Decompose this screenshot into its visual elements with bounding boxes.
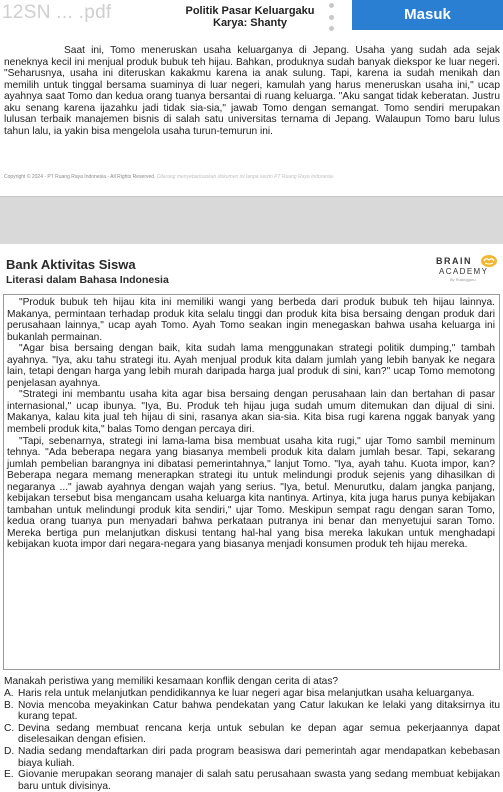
option-text: Devina sedang membuat rencana kerja untuk sebulan ke depan agar semua pekerjaannya dapat diselesaikan dengan efisien. bbox=[18, 722, 500, 746]
option-text: Haris rela untuk melanjutkan pendidikannya ke luar negeri agar bisa melanjutkan usaha keluarganya. bbox=[18, 688, 475, 699]
top-bar bbox=[0, 0, 503, 36]
story-text bbox=[7, 297, 495, 551]
option-letter: C. bbox=[4, 722, 15, 734]
document-title-line1: Politik Pasar Keluargaku bbox=[185, 5, 315, 17]
page-separator bbox=[0, 196, 503, 244]
option-letter: A. bbox=[4, 688, 14, 699]
option-text: Nadia sedang mendaftarkan diri pada program beasiswa dari pemerintah agar mendapatkan kebebasan biaya kuliah. bbox=[18, 745, 500, 769]
option-text: Giovanie merupakan seorang manajer di salah satu perusahaan swasta yang sedang membuat kebijakan baru untuk divisinya. bbox=[18, 769, 500, 792]
option-letter: D. bbox=[4, 745, 15, 757]
copyright-note: Dilarang menyebarluaskan dokumen ini tanpa seizin PT Ruang Raya Indonesia. bbox=[156, 174, 335, 180]
answer-option-a[interactable] bbox=[4, 688, 500, 700]
logo-brain-text: BRAIN bbox=[436, 256, 472, 266]
page1-paragraph bbox=[4, 45, 500, 137]
more-options-icon[interactable] bbox=[327, 3, 335, 31]
brain-academy-logo bbox=[436, 256, 500, 286]
question-text: Manakah peristiwa yang memiliki kesamaan konflik dengan cerita di atas? bbox=[4, 676, 339, 687]
logo-academy-text: ACADEMY bbox=[439, 267, 489, 276]
file-name: 12SN ... .pdf bbox=[2, 2, 112, 23]
answer-options bbox=[4, 688, 500, 792]
brain-icon bbox=[480, 254, 498, 268]
option-letter: B. bbox=[4, 699, 14, 711]
copyright-text: Copyright © 2024 - PT Ruang Raya Indonesia - All Rights Reserved. bbox=[4, 174, 156, 180]
document-title bbox=[172, 5, 328, 29]
page2-header-subtitle: Literasi dalam Bahasa Indonesia bbox=[6, 274, 169, 286]
story-paragraph: "Tapi, sebenarnya, strategi ini lama-lama bisa membuat usaha kita rugi," ujar Tomo sambil meminum tehnya. "Ada beberapa negara yang biasanya membeli produk kita dalam jumlah besar. Tapi, sekarang jumlah pembelian barangnya ini dibatasi pemerintahnya," lanjut Tomo. "Iya, ayah tahu. Kuota impor, kan? Beberapa negara memang menerapkan strategi itu untuk melindungi produk sejenis yang dihasilkan di negaranya ..." jawab ayahnya dengan wajah yang serius. "Iya, betul. Menurutku, dalam jangka panjang, kebijakan tersebut bisa mengancam usaha keluarga kita nantinya. Artinya, kita juga harus punya kebijakan tambahan untuk melindungi produk kita sendiri," ujar Tomo. Meskipun sempat ragu dengan saran Tomo, kedua orang tuanya pun menyadari bahwa perkataan putranya ini benar dan menyetujui saran Tomo. Mereka bertiga pun melanjutkan diskusi tentang hal-hal yang bisa mereka lakukan untuk menghadapi kebijakan kuota impor dari negara-negara yang biasanya menjadi konsumen produk teh hijau mereka. bbox=[7, 435, 495, 551]
answer-option-d[interactable] bbox=[4, 746, 500, 769]
document-title-line2: Karya: Shanty bbox=[213, 17, 287, 29]
story-paragraph: "Agar bisa bersaing dengan baik, kita sudah lama menggunakan strategi politik dumping," tambah ayahnya. "Iya, aku tahu strategi itu. Ayah menjual produk kita dalam jumlah yang lebih banyak ke negara lain, tetapi dengan harga yang lebih murah daripada harga jual produk di sini, kan?" ucap Tomo memotong penjelasan ayahnya. bbox=[7, 343, 495, 389]
option-text: Novia mencoba meyakinkan Catur bahwa pendekatan yang Catur lakukan ke lelaki yang ditaksirnya itu kurang tepat. bbox=[18, 699, 500, 723]
answer-option-c[interactable] bbox=[4, 723, 500, 746]
login-button[interactable]: Masuk bbox=[352, 0, 503, 30]
page2-header-title: Bank Aktivitas Siswa bbox=[6, 257, 136, 272]
page1-paragraph-text: Saat ini, Tomo meneruskan usaha keluarganya di Jepang. Usaha yang sudah ada sejak neneknya kecil ini menjual produk bubuk teh hijau. Bahkan, produknya sudah banyak diekspor ke luar negeri. "Seharusnya, usaha ini diteruskan kakakmu karena ia anak sulung. Tapi, karena ia sudah menikah dan memilih untuk tinggal bersama suaminya di luar negeri, kamulah yang harus meneruskan usaha ini," ucap ayahnya saat Tomo dan kedua orang tuanya bersantai di ruang keluarga. "Aku sangat tidak keberatan. Justru aku senang karena ijazahku jadi tidak sia-sia," jawab Tomo dengan semangat. Tomo sendiri merupakan lulusan terbaik manajemen bisnis di salah satu universitas ternama di Jepang. Walaupun Tomo baru lulus tahun lalu, ia yakin bisa mengelola usaha turun-temurun ini. bbox=[4, 45, 500, 137]
story-paragraph: "Produk bubuk teh hijau kita ini memiliki wangi yang berbeda dari produk bubuk teh hijau lainnya. Makanya, permintaan terhadap produk kita selalu tinggi dan produk kita bisa bersaing dengan produk dari perusahaan lainnya," ucap ayah Tomo. Ayah Tomo seakan ingin menegaskan bahwa usaha keluarga ini bukanlah permainan. bbox=[7, 297, 495, 343]
answer-option-e[interactable] bbox=[4, 769, 500, 792]
story-paragraph: "Strategi ini membantu usaha kita agar bisa bersaing dengan perusahaan lain dan bertahan di pasar internasional," ucap ibunya. "Iya, Bu. Produk teh hijau juga sudah umum ditemukan dan dijual di sini. Makanya, kalau kita jual teh hijau di sini, rasanya akan sia-sia. Kita bisa rugi karena nggak banyak yang membeli produk kita," balas Tomo dengan percaya diri. bbox=[7, 389, 495, 436]
copyright-footer bbox=[4, 174, 499, 180]
option-letter: E. bbox=[4, 769, 14, 781]
answer-option-b[interactable] bbox=[4, 700, 500, 723]
logo-by-text: By Ruangguru bbox=[450, 277, 476, 282]
